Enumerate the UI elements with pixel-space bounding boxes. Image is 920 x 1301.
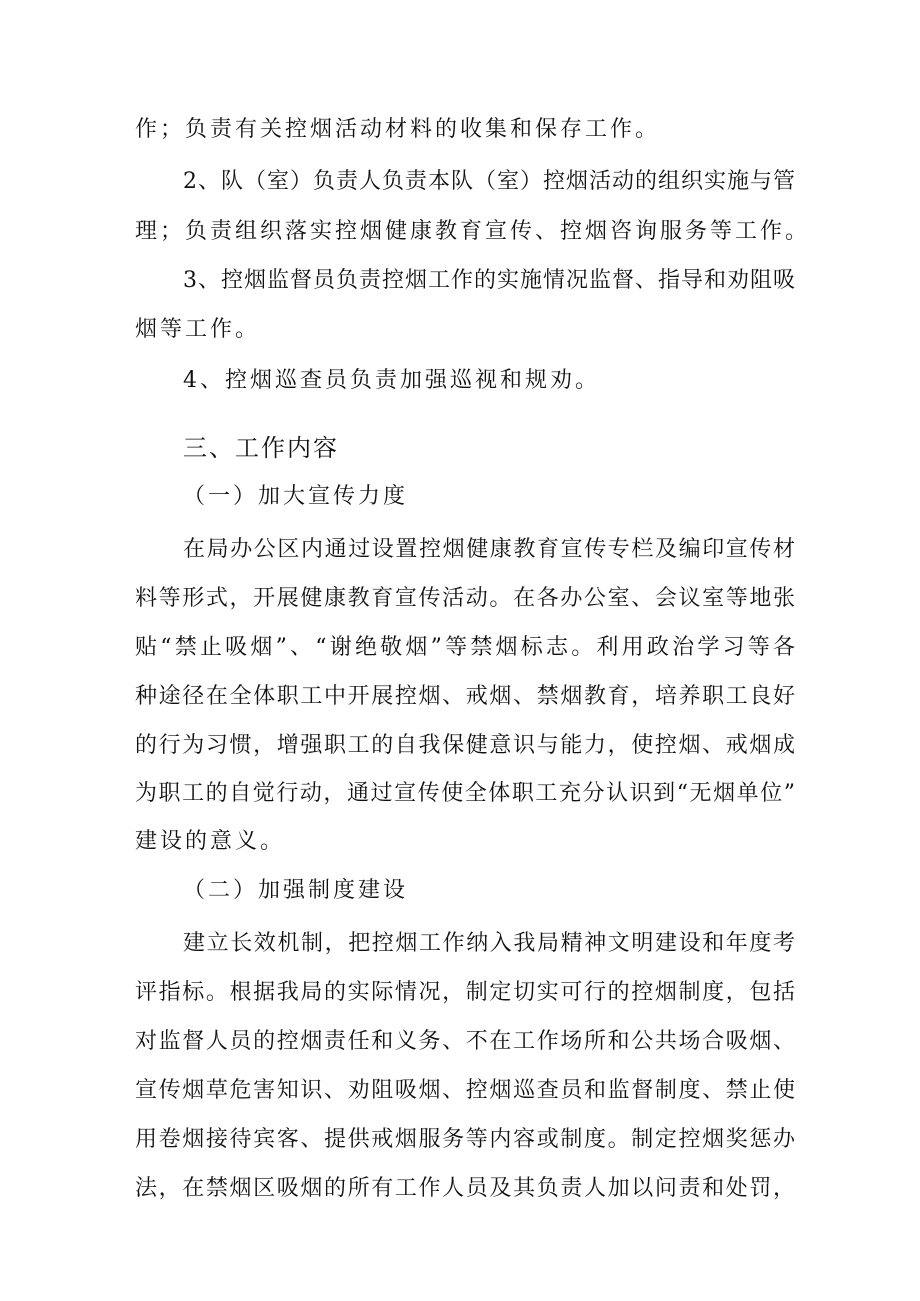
paragraph-line: 宣传烟草危害知识、劝阻吸烟、控烟巡查员和监督制度、禁止使 — [135, 1078, 795, 1103]
paragraph-line: 种途径在全体职工中开展控烟、戒烟、禁烟教育，培养职工良好 — [135, 684, 795, 709]
subsection-heading: （一）加大宣传力度 — [183, 484, 409, 509]
paragraph-line: 为职工的自觉行动，通过宣传使全体职工充分认识到“无烟单位” — [135, 781, 795, 806]
paragraph-line: 用卷烟接待宾客、提供戒烟服务等内容或制度。制定控烟奖惩办 — [135, 1127, 795, 1152]
paragraph-line: 烟等工作。 — [135, 317, 261, 342]
paragraph-line: 4、控烟巡查员负责加强巡视和规劝。 — [183, 368, 600, 393]
paragraph-line: 建立长效机制，把控烟工作纳入我局精神文明建设和年度考 — [183, 931, 795, 956]
paragraph-line: 料等形式，开展健康教育宣传活动。在各办公室、会议室等地张 — [135, 586, 795, 611]
paragraph-line: 评指标。根据我局的实际情况，制定切实可行的控烟制度，包括 — [135, 980, 795, 1005]
paragraph-line: 2、队（室）负责人负责本队（室）控烟活动的组织实施与管 — [183, 169, 795, 194]
subsection-heading: （二）加强制度建设 — [183, 878, 409, 903]
section-heading: 三、工作内容 — [183, 434, 339, 462]
paragraph-line: 作；负责有关控烟活动材料的收集和保存工作。 — [135, 117, 661, 142]
paragraph-line: 对监督人员的控烟责任和义务、不在工作场所和公共场合吸烟、 — [135, 1029, 795, 1054]
paragraph-line: 贴“禁止吸烟”、“谢绝敬烟”等禁烟标志。利用政治学习等各 — [135, 635, 795, 660]
paragraph-line: 理；负责组织落实控烟健康教育宣传、控烟咨询服务等工作。 — [135, 219, 811, 244]
paragraph-line: 建设的意义。 — [135, 829, 286, 854]
paragraph-line: 法，在禁烟区吸烟的所有工作人员及其负责人加以问责和处罚， — [135, 1176, 795, 1201]
paragraph-line: 在局办公区内通过设置控烟健康教育宣传专栏及编印宣传材 — [183, 537, 795, 562]
paragraph-line: 3、控烟监督员负责控烟工作的实施情况监督、指导和劝阻吸 — [183, 268, 795, 293]
paragraph-line: 的行为习惯，增强职工的自我保健意识与能力，使控烟、戒烟成 — [135, 733, 795, 758]
